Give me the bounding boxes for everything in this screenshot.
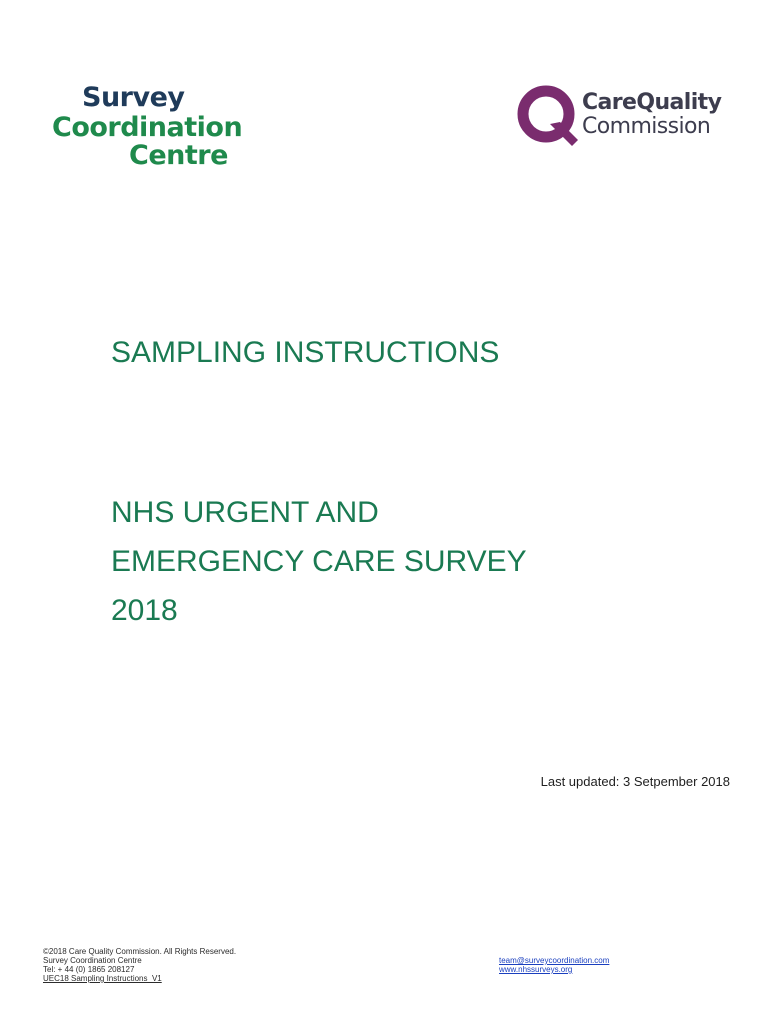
scc-logo-line-centre: Centre <box>129 140 228 171</box>
scc-logo-line-coordination: Coordination <box>52 112 243 143</box>
footer-email-link[interactable]: team@surveycoordination.com <box>499 956 610 965</box>
footer-telephone: Tel: + 44 (0) 1865 208127 <box>43 965 135 974</box>
footer-organisation: Survey Coordination Centre <box>43 956 142 965</box>
care-quality-commission-logo <box>516 84 731 150</box>
footer-right <box>499 956 609 974</box>
document-title: SAMPLING INSTRUCTIONS <box>111 336 500 369</box>
cqc-q-mark-icon <box>516 84 580 148</box>
survey-title-line-2: EMERGENCY CARE SURVEY <box>111 545 527 578</box>
footer-document-reference: UEC18 Sampling Instructions_V1 <box>43 974 162 983</box>
cqc-logo-line-care-quality: CareQuality <box>582 90 722 115</box>
scc-logo-line-survey: Survey <box>82 82 185 113</box>
survey-title <box>111 488 527 635</box>
survey-title-line-1: NHS URGENT AND <box>111 496 379 529</box>
footer-website-link[interactable]: www.nhssurveys.org <box>499 965 573 974</box>
cqc-logo-line-commission: Commission <box>582 114 711 139</box>
survey-coordination-centre-logo <box>52 84 267 170</box>
last-updated-date: Last updated: 3 Setpember 2018 <box>540 774 730 789</box>
footer-copyright: ©2018 Care Quality Commission. All Rights Reserved. <box>43 947 237 956</box>
footer-left <box>43 947 236 983</box>
survey-title-line-3: 2018 <box>111 594 178 627</box>
